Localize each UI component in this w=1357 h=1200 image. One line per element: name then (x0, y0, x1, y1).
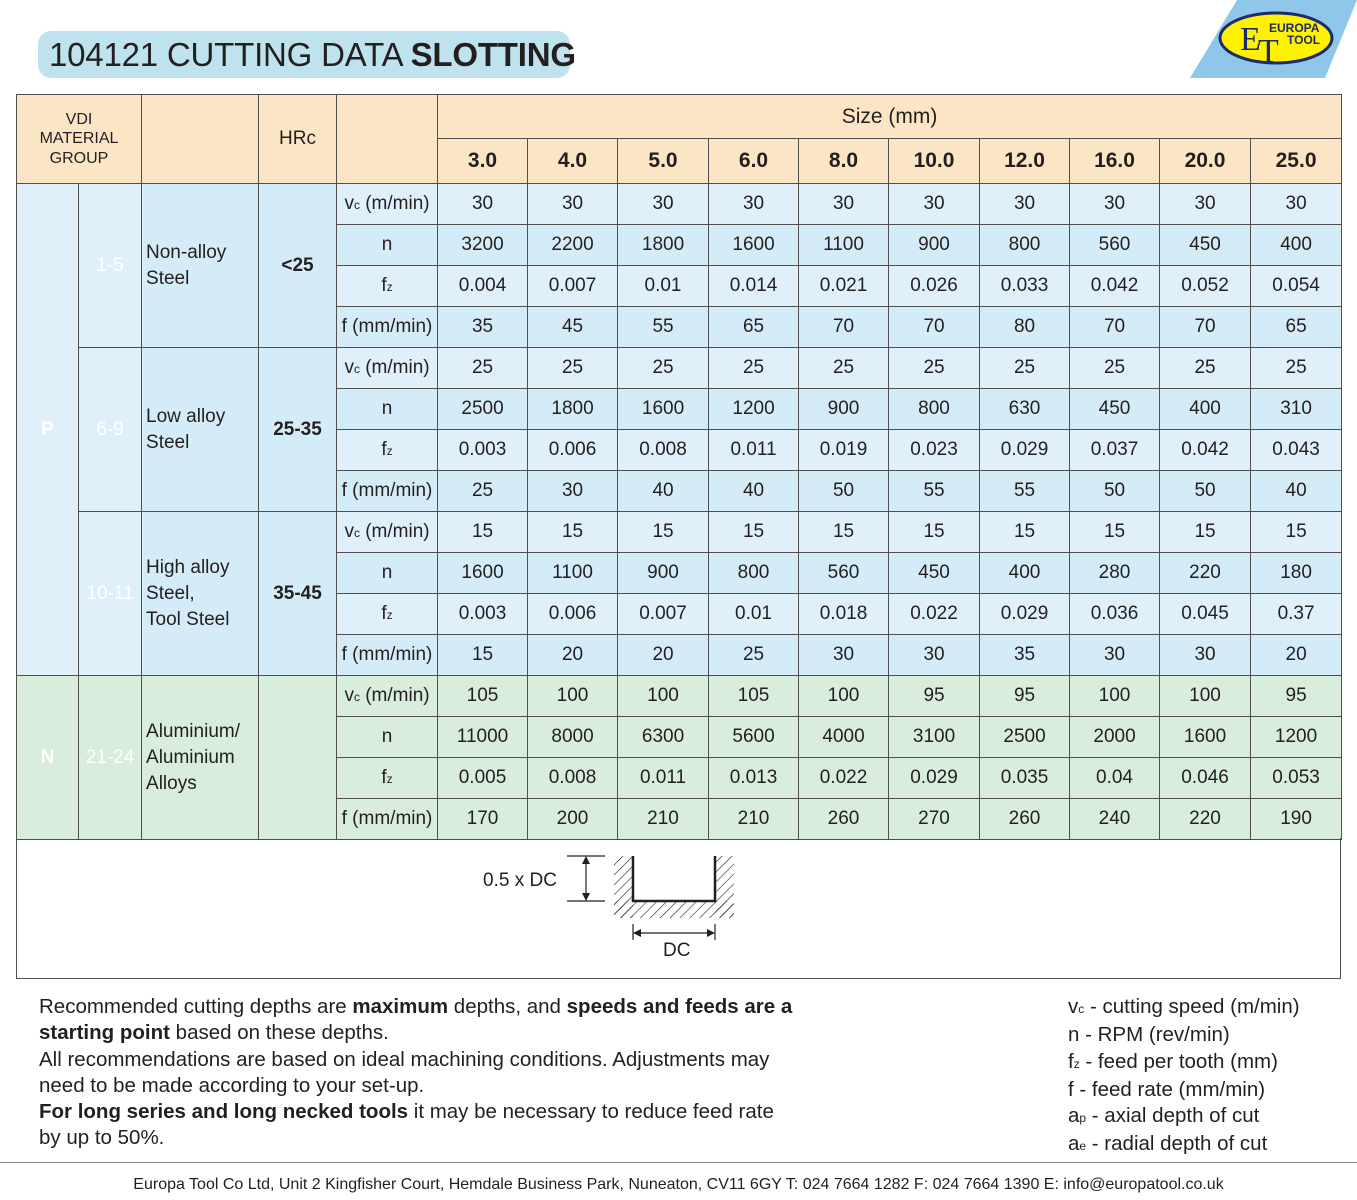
data-cell: 560 (799, 553, 889, 594)
legend-item (1068, 1131, 1300, 1159)
hrc-value (259, 676, 337, 840)
data-cell: 25 (980, 348, 1070, 389)
param-vc-symbol: v (344, 521, 354, 542)
data-cell: 1600 (618, 389, 709, 430)
param-label-n: n (337, 389, 438, 430)
param-vc-subscript: c (353, 526, 360, 540)
data-cell: 30 (528, 184, 618, 225)
param-vc-unit: (m/min) (359, 193, 430, 214)
param-fz-subscript: z (386, 444, 393, 458)
data-cell: 1800 (528, 389, 618, 430)
param-label-vc (337, 676, 438, 717)
data-cell: 900 (618, 553, 709, 594)
data-cell: 450 (1070, 389, 1160, 430)
data-cell: 15 (438, 635, 528, 676)
data-cell: 25 (709, 635, 799, 676)
data-cell: 0.054 (1251, 266, 1342, 307)
data-cell: 2000 (1070, 717, 1160, 758)
data-cell: 3100 (889, 717, 980, 758)
data-cell: 70 (799, 307, 889, 348)
data-cell: 2200 (528, 225, 618, 266)
data-cell: 0.022 (799, 758, 889, 799)
material-name-line: Steel (146, 267, 190, 289)
size-value: 6.0 (709, 139, 799, 184)
material-name (142, 676, 259, 840)
legend-item (1068, 1049, 1300, 1077)
title-main: CUTTING DATA (166, 36, 402, 73)
data-cell: 55 (618, 307, 709, 348)
legend-symbol: f (1068, 1049, 1074, 1073)
param-label-fz (337, 430, 438, 471)
width-label: DC (663, 940, 691, 961)
data-cell: 0.003 (438, 594, 528, 635)
data-cell: 40 (618, 471, 709, 512)
data-cell: 11000 (438, 717, 528, 758)
table-row (17, 676, 1342, 717)
param-fz-subscript: z (386, 280, 393, 294)
data-cell: 30 (889, 635, 980, 676)
size-value: 20.0 (1160, 139, 1251, 184)
depth-label: 0.5 x DC (483, 870, 557, 891)
param-fz-symbol: f (381, 603, 387, 624)
data-cell: 8000 (528, 717, 618, 758)
data-cell: 180 (1251, 553, 1342, 594)
legend-text: - feed rate (mm/min) (1073, 1077, 1266, 1101)
data-cell: 20 (618, 635, 709, 676)
depth-arrow-bottom (582, 893, 590, 901)
data-cell: 1600 (709, 225, 799, 266)
data-cell: 1200 (709, 389, 799, 430)
hatch-bottom (614, 901, 734, 918)
data-cell: 0.01 (709, 594, 799, 635)
data-cell: 30 (799, 184, 889, 225)
legend-symbol: v (1068, 995, 1079, 1018)
data-cell: 30 (1070, 184, 1160, 225)
data-cell: 450 (1160, 225, 1251, 266)
data-cell: 50 (1160, 471, 1251, 512)
data-cell: 65 (709, 307, 799, 348)
data-cell: 25 (528, 348, 618, 389)
data-cell: 25 (438, 348, 528, 389)
data-cell: 240 (1070, 799, 1160, 840)
data-cell: 0.023 (889, 430, 980, 471)
size-title: Size (mm) (438, 95, 1342, 139)
data-cell: 30 (618, 184, 709, 225)
size-value: 25.0 (1251, 139, 1342, 184)
param-vc-subscript: c (353, 362, 360, 376)
data-cell: 800 (980, 225, 1070, 266)
param-label-fz (337, 758, 438, 799)
legend-text: - RPM (rev/min) (1079, 1023, 1230, 1047)
legend-subscript: p (1079, 1111, 1087, 1126)
data-cell: 0.037 (1070, 430, 1160, 471)
param-label-n: n (337, 553, 438, 594)
data-cell: 25 (438, 471, 528, 512)
data-cell: 40 (1251, 471, 1342, 512)
data-cell: 30 (1160, 184, 1251, 225)
data-cell: 3200 (438, 225, 528, 266)
data-cell: 0.029 (980, 594, 1070, 635)
table-row (17, 348, 1342, 389)
data-cell: 0.006 (528, 594, 618, 635)
data-cell: 2500 (980, 717, 1070, 758)
data-cell: 800 (709, 553, 799, 594)
material-name (142, 184, 259, 348)
param-label-f: f (mm/min) (337, 635, 438, 676)
data-cell: 1100 (799, 225, 889, 266)
data-cell: 630 (980, 389, 1070, 430)
header-row (17, 95, 1342, 139)
data-cell: 0.019 (799, 430, 889, 471)
vdi-group: 1-5 (79, 184, 142, 348)
data-cell: 15 (1160, 512, 1251, 553)
param-label-fz (337, 266, 438, 307)
data-cell: 0.007 (618, 594, 709, 635)
size-value: 16.0 (1070, 139, 1160, 184)
param-vc-symbol: v (344, 193, 354, 214)
legend-text: - axial depth of cut (1086, 1104, 1260, 1128)
data-cell: 30 (1251, 184, 1342, 225)
data-cell: 450 (889, 553, 980, 594)
data-cell: 15 (1070, 512, 1160, 553)
data-cell: 30 (980, 184, 1070, 225)
vdi-group: 6-9 (79, 348, 142, 512)
data-cell: 70 (1070, 307, 1160, 348)
data-cell: 25 (709, 348, 799, 389)
data-cell: 0.022 (889, 594, 980, 635)
param-label-f: f (mm/min) (337, 799, 438, 840)
data-cell: 4000 (799, 717, 889, 758)
data-cell: 0.043 (1251, 430, 1342, 471)
cutting-data-table (16, 94, 1342, 840)
data-cell: 105 (438, 676, 528, 717)
data-cell: 0.042 (1070, 266, 1160, 307)
data-cell: 55 (889, 471, 980, 512)
data-cell: 70 (1160, 307, 1251, 348)
legend-symbol: n (1068, 1023, 1080, 1047)
data-cell: 0.003 (438, 430, 528, 471)
material-name (142, 348, 259, 512)
europa-tool-logo (1190, 0, 1357, 78)
data-cell: 30 (438, 184, 528, 225)
param-fz-symbol: f (381, 767, 387, 788)
slot-diagram-area (16, 838, 1341, 979)
legend-item (1068, 1022, 1300, 1048)
vdi-group: 21-24 (79, 676, 142, 840)
data-cell: 30 (799, 635, 889, 676)
material-name-line: Non-alloy (146, 241, 227, 263)
param-header (337, 95, 438, 184)
data-cell: 280 (1070, 553, 1160, 594)
data-cell: 0.026 (889, 266, 980, 307)
data-cell: 0.008 (528, 758, 618, 799)
data-cell: 2500 (438, 389, 528, 430)
param-label-f: f (mm/min) (337, 307, 438, 348)
logo-initial-t: T (1258, 33, 1279, 70)
page-title (38, 31, 576, 78)
hrc-value: 35-45 (259, 512, 337, 676)
material-name-line: Low alloy (146, 405, 226, 427)
title-number: 104121 (49, 36, 158, 73)
data-cell: 400 (1160, 389, 1251, 430)
slot-diagram (17, 838, 1340, 978)
param-vc-symbol: v (344, 357, 354, 378)
data-cell: 0.004 (438, 266, 528, 307)
data-cell: 15 (1251, 512, 1342, 553)
data-cell: 1600 (438, 553, 528, 594)
data-cell: 35 (438, 307, 528, 348)
material-name-line: High alloy (146, 556, 230, 578)
data-cell: 1800 (618, 225, 709, 266)
size-value: 4.0 (528, 139, 618, 184)
width-arrow-right (707, 929, 715, 937)
param-vc-symbol: v (344, 685, 354, 706)
param-label-n: n (337, 717, 438, 758)
data-cell: 0.029 (980, 430, 1070, 471)
abbreviation-legend (1068, 994, 1300, 1160)
legend-symbol: a (1068, 1132, 1080, 1156)
size-value: 12.0 (980, 139, 1070, 184)
material-name-line: Aluminium/ (146, 720, 240, 742)
material-name-line: Aluminium (146, 746, 235, 768)
param-label-fz (337, 594, 438, 635)
data-cell: 100 (1160, 676, 1251, 717)
data-cell: 30 (1070, 635, 1160, 676)
notes-text: Recommended cutting depths are maximum depths, and speeds and feeds are a starting point based on these depths. All recommendations are based on ideal machining conditions. Adjustments may need to be made according to your set-up. For long series and long necked tools it may be necessary to reduce feed rate by up to 50%. (39, 995, 793, 1150)
data-cell: 270 (889, 799, 980, 840)
legend-item (1068, 1103, 1300, 1131)
logo-text-tool: TOOL (1287, 33, 1321, 47)
param-label-vc (337, 184, 438, 225)
data-cell: 30 (889, 184, 980, 225)
slot-profile (633, 856, 715, 901)
legend-item (1068, 994, 1300, 1022)
data-cell: 560 (1070, 225, 1160, 266)
data-cell: 30 (528, 471, 618, 512)
data-cell: 15 (980, 512, 1070, 553)
param-fz-symbol: f (381, 439, 387, 460)
size-value: 8.0 (799, 139, 889, 184)
param-label-vc (337, 512, 438, 553)
data-cell: 210 (618, 799, 709, 840)
depth-arrow-top (582, 856, 590, 864)
data-cell: 15 (528, 512, 618, 553)
data-cell: 20 (1251, 635, 1342, 676)
data-cell: 0.033 (980, 266, 1070, 307)
param-label-f: f (mm/min) (337, 471, 438, 512)
vdi-group: 10-11 (79, 512, 142, 676)
data-cell: 220 (1160, 799, 1251, 840)
material-name-line: Steel, (146, 582, 195, 604)
title-bold: SLOTTING (410, 36, 576, 73)
data-cell: 30 (709, 184, 799, 225)
data-cell: 15 (799, 512, 889, 553)
data-cell: 30 (1160, 635, 1251, 676)
data-cell: 0.005 (438, 758, 528, 799)
data-cell: 0.045 (1160, 594, 1251, 635)
data-cell: 25 (618, 348, 709, 389)
legend-text: - radial depth of cut (1086, 1132, 1268, 1156)
data-cell: 0.006 (528, 430, 618, 471)
data-cell: 210 (709, 799, 799, 840)
legend-text: - feed per tooth (mm) (1079, 1049, 1278, 1073)
data-cell: 1100 (528, 553, 618, 594)
legend-subscript: e (1079, 1139, 1087, 1154)
data-cell: 15 (709, 512, 799, 553)
param-vc-subscript: c (353, 198, 360, 212)
data-cell: 0.014 (709, 266, 799, 307)
data-cell: 25 (799, 348, 889, 389)
data-cell: 260 (799, 799, 889, 840)
data-cell: 400 (980, 553, 1070, 594)
data-cell: 105 (709, 676, 799, 717)
table-row (17, 512, 1342, 553)
param-vc-unit: (m/min) (359, 685, 430, 706)
legend-subscript: z (1073, 1056, 1080, 1071)
data-cell: 6300 (618, 717, 709, 758)
data-cell: 0.01 (618, 266, 709, 307)
hrc-value: 25-35 (259, 348, 337, 512)
data-cell: 260 (980, 799, 1070, 840)
data-cell: 25 (889, 348, 980, 389)
param-fz-subscript: z (386, 608, 393, 622)
data-cell: 100 (799, 676, 889, 717)
data-cell: 0.007 (528, 266, 618, 307)
material-letter-p: P (17, 184, 79, 676)
data-cell: 25 (1251, 348, 1342, 389)
data-cell: 50 (799, 471, 889, 512)
data-cell: 65 (1251, 307, 1342, 348)
legend-subscript: c (1078, 1002, 1085, 1016)
footer-divider (0, 1162, 1357, 1163)
legend-symbol: f (1068, 1077, 1074, 1101)
data-cell: 200 (528, 799, 618, 840)
data-cell: 0.013 (709, 758, 799, 799)
data-cell: 5600 (709, 717, 799, 758)
material-name (142, 512, 259, 676)
data-cell: 0.042 (1160, 430, 1251, 471)
data-cell: 800 (889, 389, 980, 430)
data-cell: 0.37 (1251, 594, 1342, 635)
data-cell: 0.036 (1070, 594, 1160, 635)
size-value: 3.0 (438, 139, 528, 184)
data-cell: 15 (438, 512, 528, 553)
data-cell: 0.053 (1251, 758, 1342, 799)
data-cell: 20 (528, 635, 618, 676)
data-cell: 0.029 (889, 758, 980, 799)
data-cell: 15 (889, 512, 980, 553)
data-cell: 70 (889, 307, 980, 348)
size-value: 5.0 (618, 139, 709, 184)
hrc-header: HRc (259, 95, 337, 184)
data-cell: 25 (1160, 348, 1251, 389)
footer-contact: Europa Tool Co Ltd, Unit 2 Kingfisher Court, Hemdale Business Park, Nuneaton, CV11 6GY T: 024 7664 1282 F: 024 7664 1390 E: info@europatool.co.uk (133, 1176, 1224, 1193)
data-cell: 40 (709, 471, 799, 512)
material-name-line: Steel (146, 431, 190, 453)
data-cell: 55 (980, 471, 1070, 512)
data-cell: 1600 (1160, 717, 1251, 758)
data-cell: 95 (1251, 676, 1342, 717)
data-cell: 220 (1160, 553, 1251, 594)
data-cell: 0.008 (618, 430, 709, 471)
data-cell: 0.046 (1160, 758, 1251, 799)
vdi-header: VDI MATERIAL GROUP (17, 95, 142, 184)
data-cell: 190 (1251, 799, 1342, 840)
data-cell: 170 (438, 799, 528, 840)
legend-symbol: a (1068, 1104, 1080, 1128)
table-row (17, 184, 1342, 225)
data-cell: 1200 (1251, 717, 1342, 758)
data-cell: 400 (1251, 225, 1342, 266)
data-cell: 80 (980, 307, 1070, 348)
data-cell: 0.035 (980, 758, 1070, 799)
data-cell: 100 (618, 676, 709, 717)
hrc-value: <25 (259, 184, 337, 348)
logo-initial-e: E (1240, 21, 1261, 58)
data-cell: 900 (889, 225, 980, 266)
param-vc-unit: (m/min) (359, 521, 430, 542)
data-cell: 25 (1070, 348, 1160, 389)
data-cell: 0.018 (799, 594, 889, 635)
legend-item (1068, 1077, 1300, 1103)
data-cell: 0.052 (1160, 266, 1251, 307)
data-cell: 900 (799, 389, 889, 430)
param-vc-subscript: c (353, 690, 360, 704)
data-cell: 0.011 (618, 758, 709, 799)
material-name-header (142, 95, 259, 184)
material-name-line: Alloys (146, 772, 197, 794)
data-cell: 95 (980, 676, 1070, 717)
param-fz-subscript: z (386, 772, 393, 786)
data-cell: 310 (1251, 389, 1342, 430)
data-cell: 0.011 (709, 430, 799, 471)
legend-text: - cutting speed (m/min) (1084, 995, 1300, 1018)
param-vc-unit: (m/min) (359, 357, 430, 378)
data-cell: 100 (1070, 676, 1160, 717)
data-cell: 50 (1070, 471, 1160, 512)
param-label-vc (337, 348, 438, 389)
material-letter-n: N (17, 676, 79, 840)
data-cell: 0.021 (799, 266, 889, 307)
width-arrow-left (633, 929, 641, 937)
data-cell: 45 (528, 307, 618, 348)
param-label-n: n (337, 225, 438, 266)
data-cell: 35 (980, 635, 1070, 676)
material-name-line: Tool Steel (146, 608, 230, 630)
logo-text-europa: EUROPA (1269, 21, 1320, 35)
data-cell: 0.04 (1070, 758, 1160, 799)
param-fz-symbol: f (381, 275, 387, 296)
data-cell: 95 (889, 676, 980, 717)
size-value: 10.0 (889, 139, 980, 184)
data-cell: 15 (618, 512, 709, 553)
data-cell: 100 (528, 676, 618, 717)
